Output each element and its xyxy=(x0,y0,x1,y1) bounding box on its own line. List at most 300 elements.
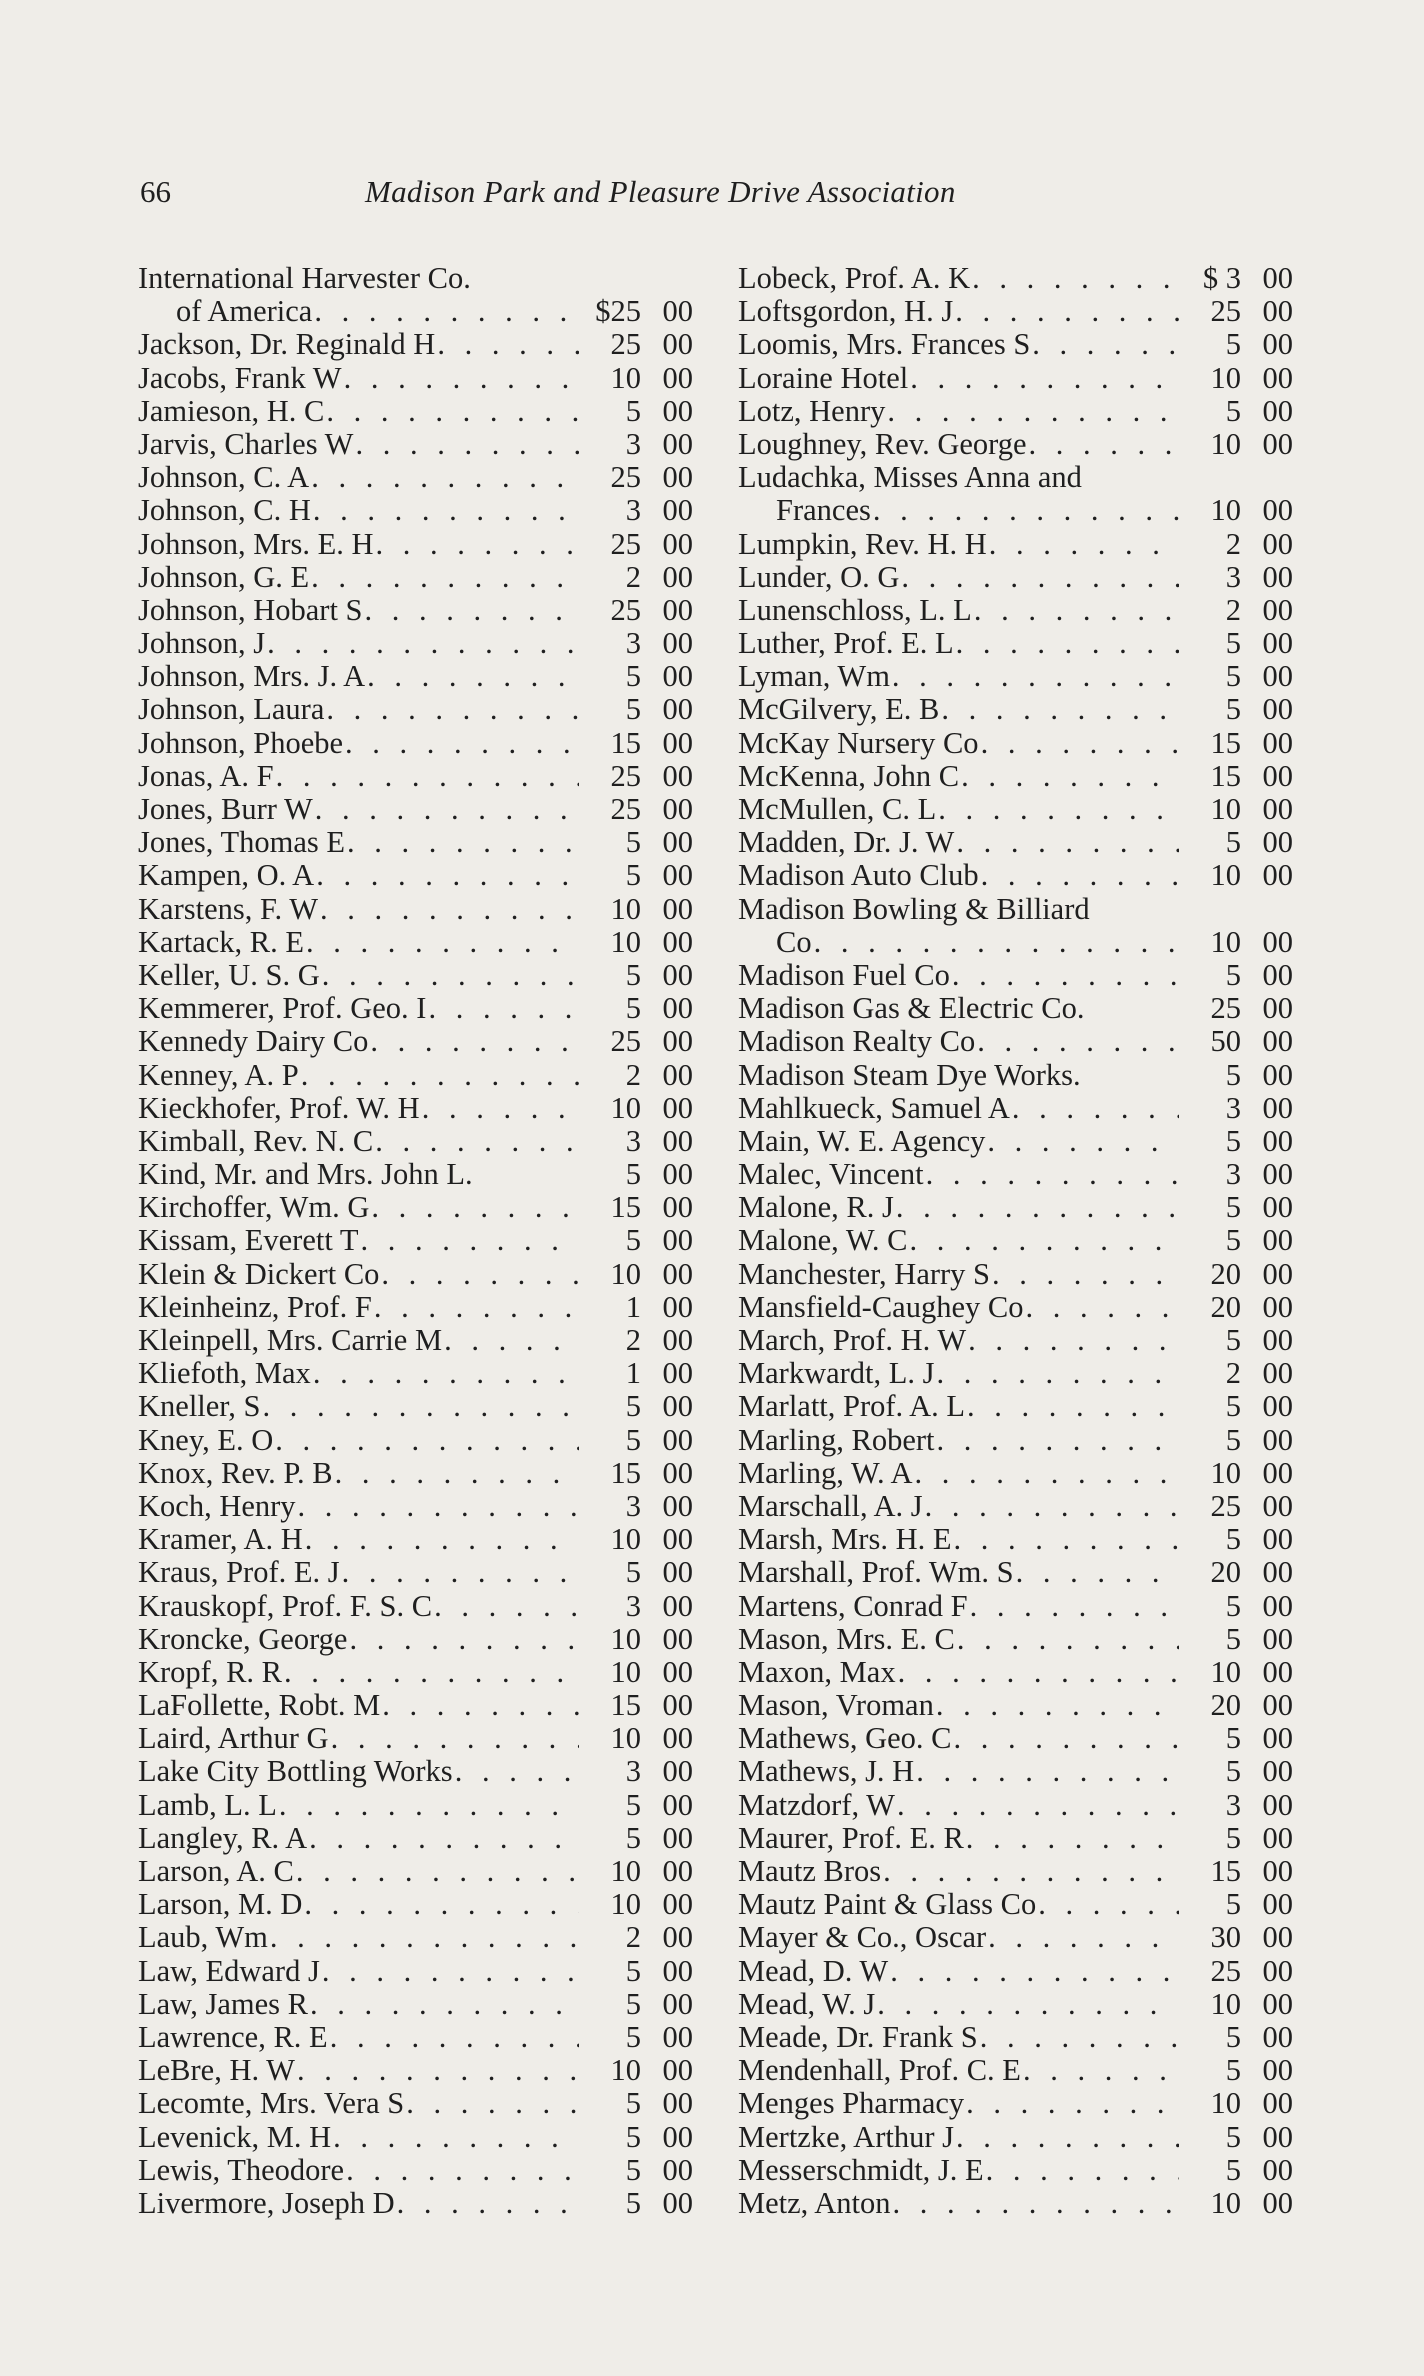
subscriber-name: Kramer, A. H xyxy=(138,1522,303,1557)
subscriber-name: Marling, W. A xyxy=(738,1455,913,1490)
subscriber-name: Johnson, C. A xyxy=(138,460,310,495)
amount-cents: 00 xyxy=(1262,493,1293,528)
subscriber-entry xyxy=(138,627,693,660)
dot-leader xyxy=(444,1324,579,1357)
subscriber-name: Jackson, Dr. Reginald H xyxy=(138,327,436,362)
amount-dollars: 10 xyxy=(1210,924,1241,959)
amount-cents: 00 xyxy=(662,1820,693,1855)
dot-leader xyxy=(370,1025,579,1058)
subscriber-entry xyxy=(138,1025,693,1058)
subscriber-name: Malone, R. J xyxy=(738,1190,894,1225)
subscriber-name: Johnson, J xyxy=(138,626,266,661)
subscriber-name: Johnson, Mrs. J. A xyxy=(138,659,366,694)
amount-cents: 00 xyxy=(1262,2053,1293,2088)
subscriber-name: Jamieson, H. C xyxy=(138,393,325,428)
subscriber-name: Loomis, Mrs. Frances S xyxy=(738,327,1031,362)
dot-leader xyxy=(898,1656,1179,1689)
amount-cents: 00 xyxy=(662,1887,693,1922)
subscriber-entry xyxy=(138,1357,693,1390)
amount-cents: 00 xyxy=(1262,1588,1293,1623)
subscriber-name: Kliefoth, Max xyxy=(138,1356,311,1391)
dot-leader xyxy=(365,594,579,627)
amount-cents: 00 xyxy=(1262,1389,1293,1424)
amount-dollars: 5 xyxy=(1225,2053,1241,2088)
subscriber-entry xyxy=(738,826,1293,859)
amount-dollars: 5 xyxy=(625,858,641,893)
amount-cents: 00 xyxy=(1262,1090,1293,1125)
subscriber-name: Jarvis, Charles W xyxy=(138,426,354,461)
subscriber-entry xyxy=(738,1623,1293,1656)
amount-cents: 00 xyxy=(1262,426,1293,461)
amount-dollars: 3 xyxy=(1225,1090,1241,1125)
subscriber-name: Lyman, Wm xyxy=(738,659,890,694)
subscriber-entry xyxy=(738,693,1293,726)
amount-cents: 00 xyxy=(662,1323,693,1357)
amount-dollars: 5 xyxy=(625,2019,641,2054)
subscriber-name: Mansfield-Caughey Co xyxy=(738,1289,1024,1324)
subscriber-entry xyxy=(138,926,693,959)
amount-dollars: 5 xyxy=(1225,692,1241,727)
amount-cents: 00 xyxy=(662,1256,693,1291)
amount-dollars: 5 xyxy=(1225,1422,1241,1457)
subscriber-entry xyxy=(138,1390,693,1423)
amount-dollars: 15 xyxy=(1210,1854,1241,1888)
subscriber-name: LaFollette, Robt. M xyxy=(138,1688,381,1723)
dot-leader xyxy=(355,428,579,461)
subscriber-entry xyxy=(138,2054,693,2087)
dot-leader xyxy=(974,594,1179,627)
amount-cents: 00 xyxy=(662,1522,693,1557)
dot-leader xyxy=(316,859,579,892)
amount-dollars: 5 xyxy=(625,1389,641,1424)
dot-leader xyxy=(925,1490,1179,1523)
subscriber-name: Loftsgordon, H. J xyxy=(738,294,954,329)
dot-leader xyxy=(344,362,579,395)
subscriber-entry xyxy=(738,1357,1293,1390)
dot-leader xyxy=(966,2087,1179,2120)
amount-cents: 00 xyxy=(662,1057,693,1092)
amount-cents: 00 xyxy=(1262,1488,1293,1523)
amount-cents: 00 xyxy=(662,626,693,661)
subscriber-name: Martens, Conrad F xyxy=(738,1588,968,1623)
amount-cents: 00 xyxy=(662,1920,693,1955)
amount-dollars: 5 xyxy=(1225,1887,1241,1922)
amount-dollars: 5 xyxy=(625,1953,641,1988)
subscriber-entry xyxy=(138,1191,693,1224)
amount-dollars: 10 xyxy=(1210,426,1241,461)
amount-dollars: 5 xyxy=(625,393,641,428)
dot-leader xyxy=(877,1988,1179,2021)
subscriber-name: Kleinheinz, Prof. F xyxy=(138,1289,372,1324)
dot-leader xyxy=(896,1191,1179,1224)
amount-dollars: 5 xyxy=(625,692,641,727)
subscriber-entry xyxy=(738,2154,1293,2187)
amount-dollars: 5 xyxy=(625,2086,641,2121)
subscriber-entry xyxy=(138,2021,693,2054)
amount-dollars: 2 xyxy=(625,1057,641,1092)
amount-dollars: 5 xyxy=(625,1986,641,2021)
subscriber-entry xyxy=(138,959,693,992)
subscriber-entry xyxy=(738,1092,1293,1125)
dot-leader xyxy=(936,1689,1179,1722)
subscriber-name: March, Prof. H. W xyxy=(738,1323,967,1357)
amount-cents: 00 xyxy=(662,2152,693,2187)
subscriber-entry xyxy=(738,428,1293,461)
amount-dollars: 5 xyxy=(1225,1522,1241,1557)
amount-cents: 00 xyxy=(1262,2119,1293,2154)
subscriber-entry xyxy=(138,760,693,793)
subscriber-name: Maxon, Max xyxy=(738,1654,896,1689)
subscriber-name: Kennedy Dairy Co xyxy=(138,1024,369,1059)
subscriber-entry xyxy=(138,1424,693,1457)
amount-dollars: 2 xyxy=(1225,1356,1241,1391)
subscriber-entry xyxy=(738,1988,1293,2021)
amount-cents: 00 xyxy=(662,360,693,395)
amount-dollars: 5 xyxy=(625,1157,641,1192)
subscriber-entry xyxy=(138,461,693,494)
amount-cents: 00 xyxy=(662,526,693,561)
amount-dollars: 10 xyxy=(1210,2185,1241,2220)
dot-leader xyxy=(968,1324,1179,1357)
dot-leader xyxy=(311,561,579,594)
dot-leader xyxy=(989,528,1179,561)
amount-cents: 00 xyxy=(1262,1223,1293,1258)
dot-leader xyxy=(992,1258,1179,1291)
subscriber-name: Mayer & Co., Oscar xyxy=(738,1920,987,1955)
amount-cents: 00 xyxy=(1262,758,1293,793)
amount-cents: 00 xyxy=(1262,1555,1293,1590)
subscriber-name: Kney, E. O xyxy=(138,1422,274,1457)
amount-cents: 00 xyxy=(662,1787,693,1822)
amount-cents: 00 xyxy=(662,1754,693,1789)
subscriber-entry xyxy=(738,1390,1293,1423)
subscriber-name: Law, James R xyxy=(138,1986,308,2021)
dot-leader xyxy=(310,1988,579,2021)
amount-cents: 00 xyxy=(662,2019,693,2054)
amount-dollars: 15 xyxy=(610,1190,641,1225)
amount-cents: 00 xyxy=(1262,1356,1293,1391)
dot-leader xyxy=(954,1523,1180,1556)
amount-cents: 00 xyxy=(1262,1157,1293,1192)
dot-leader xyxy=(901,561,1179,594)
subscriber-entry xyxy=(738,1955,1293,1988)
amount-cents: 00 xyxy=(1262,1820,1293,1855)
subscriber-entry xyxy=(738,2087,1293,2120)
dot-leader xyxy=(322,1955,579,1988)
amount-cents: 00 xyxy=(1262,1754,1293,1789)
subscriber-entry xyxy=(138,1623,693,1656)
amount-dollars: 20 xyxy=(1210,1688,1241,1723)
amount-cents: 00 xyxy=(662,891,693,926)
amount-dollars: 25 xyxy=(1210,991,1241,1026)
dot-leader xyxy=(346,2154,579,2187)
subscriber-name: Madison Fuel Co xyxy=(738,957,950,992)
subscriber-name: Knox, Rev. P. B xyxy=(138,1455,333,1490)
dot-leader xyxy=(313,1357,579,1390)
subscriber-entry xyxy=(738,893,1293,926)
dot-leader xyxy=(304,1888,579,1921)
dot-leader xyxy=(276,760,579,793)
subscriber-entry xyxy=(738,262,1293,295)
subscriber-name: Mautz Bros xyxy=(738,1854,882,1888)
amount-cents: 00 xyxy=(662,2086,693,2121)
dot-leader xyxy=(262,1390,579,1423)
dot-leader xyxy=(376,528,579,561)
subscriber-entry xyxy=(738,2121,1293,2154)
amount-dollars: 20 xyxy=(1210,1555,1241,1590)
amount-cents: 00 xyxy=(1262,1024,1293,1059)
amount-dollars: 3 xyxy=(625,493,641,528)
subscriber-entry xyxy=(138,826,693,859)
amount-cents: 00 xyxy=(662,426,693,461)
subscriber-name: Madden, Dr. J. W xyxy=(738,825,955,860)
amount-dollars: 10 xyxy=(610,1887,641,1922)
amount-cents: 00 xyxy=(662,659,693,694)
subscriber-name: Koch, Henry xyxy=(138,1488,296,1523)
amount-cents: 00 xyxy=(662,393,693,428)
dot-leader xyxy=(322,959,579,992)
amount-cents: 00 xyxy=(1262,792,1293,826)
dot-leader xyxy=(937,1424,1179,1457)
amount-dollars: $ 3 xyxy=(1202,261,1241,295)
subscriber-name: Kropf, R. R xyxy=(138,1654,283,1689)
amount-cents: 00 xyxy=(662,1389,693,1424)
dot-leader xyxy=(956,826,1179,859)
amount-dollars: 5 xyxy=(625,957,641,992)
dot-leader xyxy=(298,1490,579,1523)
amount-cents: 00 xyxy=(662,294,693,329)
dot-leader xyxy=(986,2154,1179,2187)
subscriber-name: Loughney, Rev. George xyxy=(738,426,1027,461)
dot-leader xyxy=(284,1656,579,1689)
subscriber-entry xyxy=(738,727,1293,760)
amount-cents: 00 xyxy=(662,725,693,760)
amount-cents: 00 xyxy=(662,592,693,627)
dot-leader xyxy=(941,693,1179,726)
amount-cents: 00 xyxy=(662,1190,693,1225)
page-number: 66 xyxy=(140,174,171,209)
amount-cents: 00 xyxy=(662,924,693,959)
amount-dollars: 5 xyxy=(625,1555,641,1590)
amount-dollars: 10 xyxy=(610,1621,641,1656)
dot-leader xyxy=(267,627,579,660)
subscriber-name: Marschall, A. J xyxy=(738,1488,923,1523)
subscriber-name: Lewis, Theodore xyxy=(138,2152,345,2187)
left-column xyxy=(138,262,693,2220)
amount-dollars: 5 xyxy=(625,2119,641,2154)
amount-cents: 00 xyxy=(1262,1787,1293,1822)
dot-leader xyxy=(331,1722,579,1755)
amount-cents: 00 xyxy=(1262,692,1293,727)
dot-leader xyxy=(938,793,1179,826)
amount-cents: 00 xyxy=(662,2185,693,2220)
subscriber-entry xyxy=(138,1988,693,2021)
subscriber-name: Frances xyxy=(776,493,871,528)
subscriber-name: Messerschmidt, J. E xyxy=(738,2152,984,2187)
dot-leader xyxy=(883,1855,1179,1888)
subscriber-entry xyxy=(138,1258,693,1291)
subscriber-entry xyxy=(138,262,693,295)
subscriber-name: Karstens, F. W xyxy=(138,891,318,926)
dot-leader xyxy=(970,1590,1179,1623)
subscriber-entry xyxy=(138,1689,693,1722)
right-column xyxy=(738,262,1293,2220)
subscriber-name: Mason, Mrs. E. C xyxy=(738,1621,955,1656)
dot-leader xyxy=(313,494,579,527)
subscriber-entry xyxy=(138,893,693,926)
subscriber-entry xyxy=(738,1755,1293,1788)
dot-leader xyxy=(956,2121,1179,2154)
amount-cents: 00 xyxy=(1262,1654,1293,1689)
amount-dollars: 10 xyxy=(1210,360,1241,395)
dot-leader xyxy=(374,1291,579,1324)
dot-leader xyxy=(887,395,1179,428)
dot-leader xyxy=(937,1357,1179,1390)
dot-leader xyxy=(326,395,579,428)
amount-dollars: 10 xyxy=(610,1522,641,1557)
dot-leader xyxy=(926,1158,1179,1191)
amount-cents: 00 xyxy=(1262,825,1293,860)
amount-dollars: 5 xyxy=(1225,1123,1241,1158)
subscriber-name: McKay Nursery Co xyxy=(738,725,979,760)
subscriber-name: Lotz, Henry xyxy=(738,393,886,428)
amount-dollars: 5 xyxy=(1225,327,1241,362)
subscriber-entry xyxy=(738,660,1293,693)
amount-dollars: 10 xyxy=(610,2053,641,2088)
amount-dollars: 5 xyxy=(625,1820,641,1855)
amount-dollars: 5 xyxy=(1225,1754,1241,1789)
amount-cents: 00 xyxy=(662,1854,693,1888)
dot-leader xyxy=(981,859,1179,892)
running-title: Madison Park and Pleasure Drive Association xyxy=(365,174,956,209)
amount-dollars: 50 xyxy=(1210,1024,1241,1059)
subscriber-entry xyxy=(138,1955,693,1988)
subscriber-name: Laub, Wm xyxy=(138,1920,268,1955)
subscriber-name: Ludachka, Misses Anna and xyxy=(738,460,1082,495)
subscriber-entry xyxy=(738,494,1293,527)
subscriber-name: Johnson, Phoebe xyxy=(138,725,344,760)
amount-dollars: 10 xyxy=(610,1256,641,1291)
subscriber-entry xyxy=(138,594,693,627)
subscriber-entry xyxy=(738,395,1293,428)
dot-leader xyxy=(897,1789,1179,1822)
subscriber-name: Johnson, G. E xyxy=(138,559,310,594)
subscriber-entry xyxy=(138,859,693,892)
amount-cents: 00 xyxy=(1262,261,1293,295)
amount-dollars: 10 xyxy=(1210,1986,1241,2021)
dot-leader xyxy=(980,2021,1179,2054)
amount-dollars: 5 xyxy=(625,991,641,1026)
amount-dollars: 15 xyxy=(610,1688,641,1723)
subscriber-entry xyxy=(138,2187,693,2220)
amount-cents: 00 xyxy=(1262,725,1293,760)
amount-cents: 00 xyxy=(662,1588,693,1623)
subscriber-entry xyxy=(738,295,1293,328)
amount-cents: 00 xyxy=(662,1223,693,1258)
amount-dollars: 10 xyxy=(610,924,641,959)
subscriber-name: Laird, Arthur G xyxy=(138,1721,329,1756)
subscriber-entry xyxy=(738,1855,1293,1888)
subscriber-name: Krauskopf, Prof. F. S. C xyxy=(138,1588,433,1623)
subscriber-entry xyxy=(138,1158,693,1191)
subscriber-name: Kraus, Prof. E. J xyxy=(138,1555,340,1590)
amount-cents: 00 xyxy=(1262,1854,1293,1888)
amount-cents: 00 xyxy=(1262,393,1293,428)
dot-leader xyxy=(309,1822,579,1855)
amount-cents: 00 xyxy=(662,1688,693,1723)
dot-leader xyxy=(915,1457,1179,1490)
amount-cents: 00 xyxy=(1262,2185,1293,2220)
subscriber-entry xyxy=(738,1789,1293,1822)
amount-dollars: 2 xyxy=(625,1920,641,1955)
subscriber-entry xyxy=(738,1590,1293,1623)
subscriber-name: Kartack, R. E xyxy=(138,924,304,959)
amount-dollars: 5 xyxy=(1225,1323,1241,1357)
subscriber-name: Law, Edward J xyxy=(138,1953,320,1988)
amount-cents: 00 xyxy=(1262,1256,1293,1291)
amount-dollars: 3 xyxy=(625,626,641,661)
amount-cents: 00 xyxy=(662,1654,693,1689)
amount-dollars: 5 xyxy=(1225,2119,1241,2154)
amount-cents: 00 xyxy=(662,1488,693,1523)
amount-dollars: 25 xyxy=(610,526,641,561)
amount-cents: 00 xyxy=(1262,2086,1293,2121)
subscriber-entry xyxy=(738,793,1293,826)
subscriber-name: Lawrence, R. E xyxy=(138,2019,328,2054)
subscriber-name: Klein & Dickert Co xyxy=(138,1256,380,1291)
subscriber-entry xyxy=(738,1556,1293,1589)
subscriber-entry xyxy=(738,760,1293,793)
amount-dollars: 25 xyxy=(610,460,641,495)
dot-leader xyxy=(349,1623,579,1656)
amount-dollars: 3 xyxy=(1225,1157,1241,1192)
dot-leader xyxy=(397,2187,579,2220)
amount-dollars: 5 xyxy=(625,825,641,860)
dot-leader xyxy=(952,959,1179,992)
amount-cents: 00 xyxy=(662,1555,693,1590)
subscriber-name: Kirchoffer, Wm. G xyxy=(138,1190,370,1225)
dot-leader xyxy=(342,1556,579,1589)
amount-dollars: 10 xyxy=(1210,1455,1241,1490)
subscriber-name: Mautz Paint & Glass Co xyxy=(738,1887,1037,1922)
subscriber-name: Madison Steam Dye Works. xyxy=(738,1057,1081,1092)
amount-cents: 00 xyxy=(1262,1721,1293,1756)
dot-leader xyxy=(1038,1888,1179,1921)
dot-leader xyxy=(382,1689,579,1722)
amount-cents: 00 xyxy=(662,1024,693,1059)
subscriber-entry xyxy=(738,362,1293,395)
amount-dollars: 5 xyxy=(1225,2019,1241,2054)
subscriber-name: Lake City Bottling Works xyxy=(138,1754,453,1789)
amount-cents: 00 xyxy=(1262,327,1293,362)
subscriber-name: Mertzke, Arthur J xyxy=(738,2119,954,2154)
amount-cents: 00 xyxy=(662,327,693,362)
dot-leader xyxy=(953,1722,1179,1755)
subscriber-entry xyxy=(138,2154,693,2187)
subscriber-entry xyxy=(138,1125,693,1158)
subscriber-entry xyxy=(138,1590,693,1623)
amount-dollars: 2 xyxy=(625,559,641,594)
amount-dollars: 10 xyxy=(1210,2086,1241,2121)
dot-leader xyxy=(347,826,579,859)
subscriber-entry xyxy=(138,1324,693,1357)
subscriber-name: Kissam, Everett T xyxy=(138,1223,359,1258)
amount-dollars: 5 xyxy=(1225,1820,1241,1855)
amount-cents: 00 xyxy=(662,991,693,1026)
amount-dollars: 25 xyxy=(610,1024,641,1059)
amount-dollars: 3 xyxy=(625,1123,641,1158)
subscriber-name: Madison Bowling & Billiard xyxy=(738,891,1090,926)
